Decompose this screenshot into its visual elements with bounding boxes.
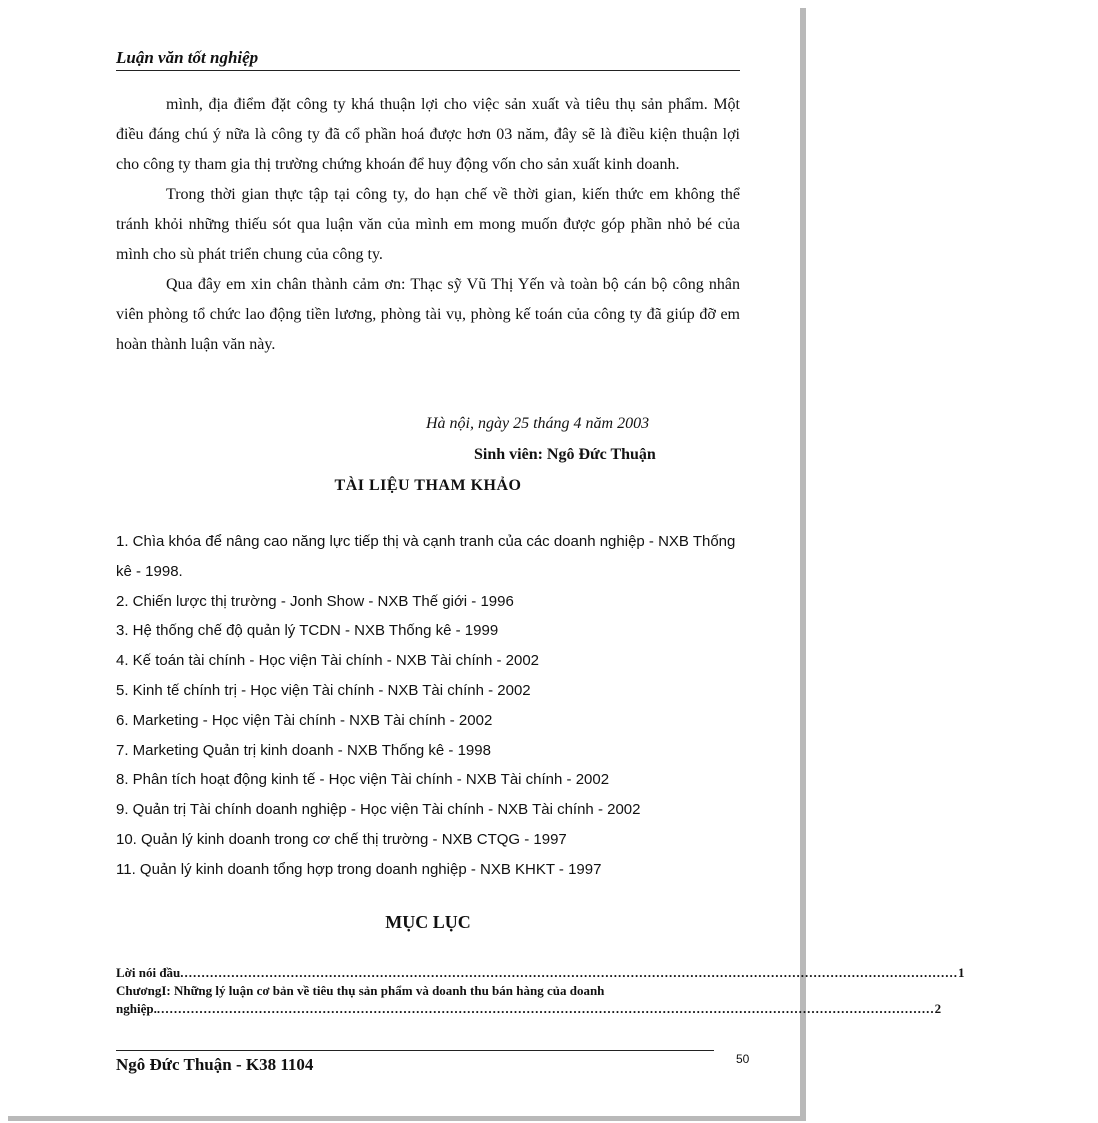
reference-item: 9. Quản trị Tài chính doanh nghiệp - Học viện Tài chính - NXB Tài chính - 2002 xyxy=(116,801,641,819)
toc-leader-dots: ....................................................................................................................................................................................... xyxy=(180,965,959,980)
reference-item: 3. Hệ thống chế độ quản lý TCDN - NXB Thống kê - 1999 xyxy=(116,622,499,640)
reference-item: 6. Marketing - Học viện Tài chính - NXB Tài chính - 2002 xyxy=(116,711,493,729)
toc-title: MỤC LỤC xyxy=(385,912,471,932)
reference-item: 2. Chiến lược thị trường - Jonh Show - NXB Thế giới - 1996 xyxy=(116,592,514,610)
paragraph-1: mình, địa điểm đặt công ty khá thuận lợi cho việc sản xuất và tiêu thụ sản phẩm. Một điều đáng chú ý nữa là công ty đã cổ phần hoá được hơn 03 năm, đây sẽ là điều kiện thuận lợi cho công ty tham gia thị trường chứng khoán để huy động vốn cho sản xuất kinh doanh. xyxy=(116,96,740,173)
reference-item: 8. Phân tích hoạt động kinh tế - Học viện Tài chính - NXB Tài chính - 2002 xyxy=(116,771,610,789)
footer-author: Ngô Đức Thuận - K38 1104 xyxy=(116,1055,314,1074)
toc-entry-page: 2 xyxy=(934,1001,942,1016)
reference-item: 10. Quản lý kinh doanh trong cơ chế thị trường - NXB CTQG - 1997 xyxy=(116,830,567,848)
toc-entry-text[interactable]: ChươngI: Những lý luận cơ bản về tiêu thụ sản phẩm và doanh thu bán hàng của doanh xyxy=(116,983,605,998)
signoff-date: Hà nội, ngày 25 tháng 4 năm 2003 xyxy=(426,415,650,432)
reference-item: 4. Kế toán tài chính - Học viện Tài chính - NXB Tài chính - 2002 xyxy=(116,652,540,670)
signoff-signer: Sinh viên: Ngô Đức Thuận xyxy=(474,446,656,463)
toc-entry-label: Lời nói đầu xyxy=(116,965,181,980)
reference-item: 11. Quản lý kinh doanh tổng hợp trong doanh nghiệp - NXB KHKT - 1997 xyxy=(116,860,602,878)
reference-item: 5. Kinh tế chính trị - Học viện Tài chính - NXB Tài chính - 2002 xyxy=(116,681,531,699)
toc-entry-label: nghiệp. xyxy=(116,1001,157,1016)
body-text xyxy=(116,90,740,360)
page-shadow-right xyxy=(800,8,806,1120)
header-rule xyxy=(116,70,740,71)
references-list xyxy=(116,527,740,885)
footer-rule xyxy=(116,1050,714,1051)
toc-entry[interactable] xyxy=(116,964,965,982)
toc-entry[interactable] xyxy=(116,1000,942,1018)
page-number: 50 xyxy=(736,1052,750,1066)
references-title: TÀI LIỆU THAM KHẢO xyxy=(334,477,522,494)
paragraph-3: Qua đây em xin chân thành cảm ơn: Thạc sỹ Vũ Thị Yến và toàn bộ cán bộ công nhân viên phòng tổ chức lao động tiền lương, phòng tài vụ, phòng kế toán của công ty đã giúp đỡ em hoàn thành luận văn này. xyxy=(116,276,740,353)
running-header: Luận văn tốt nghiệp xyxy=(116,48,259,67)
page-shadow-bottom xyxy=(8,1116,806,1121)
paragraph-2: Trong thời gian thực tập tại công ty, do hạn chế về thời gian, kiến thức em không thể tránh khỏi những thiếu sót qua luận văn của mình em mong muốn được góp phần nhỏ bé của mình cho sù phát triển chung của công ty. xyxy=(116,186,740,263)
table-of-contents xyxy=(116,964,965,1018)
toc-entry-page: 1 xyxy=(958,965,965,980)
reference-item: 1. Chìa khóa để nâng cao năng lực tiếp thị và cạnh tranh của các doanh nghiệp - NXB Thống kê - 1998. xyxy=(116,533,736,580)
reference-item: 7. Marketing Quản trị kinh doanh - NXB Thống kê - 1998 xyxy=(116,741,491,759)
toc-leader-dots: ....................................................................................................................................................................................... xyxy=(156,1001,935,1016)
